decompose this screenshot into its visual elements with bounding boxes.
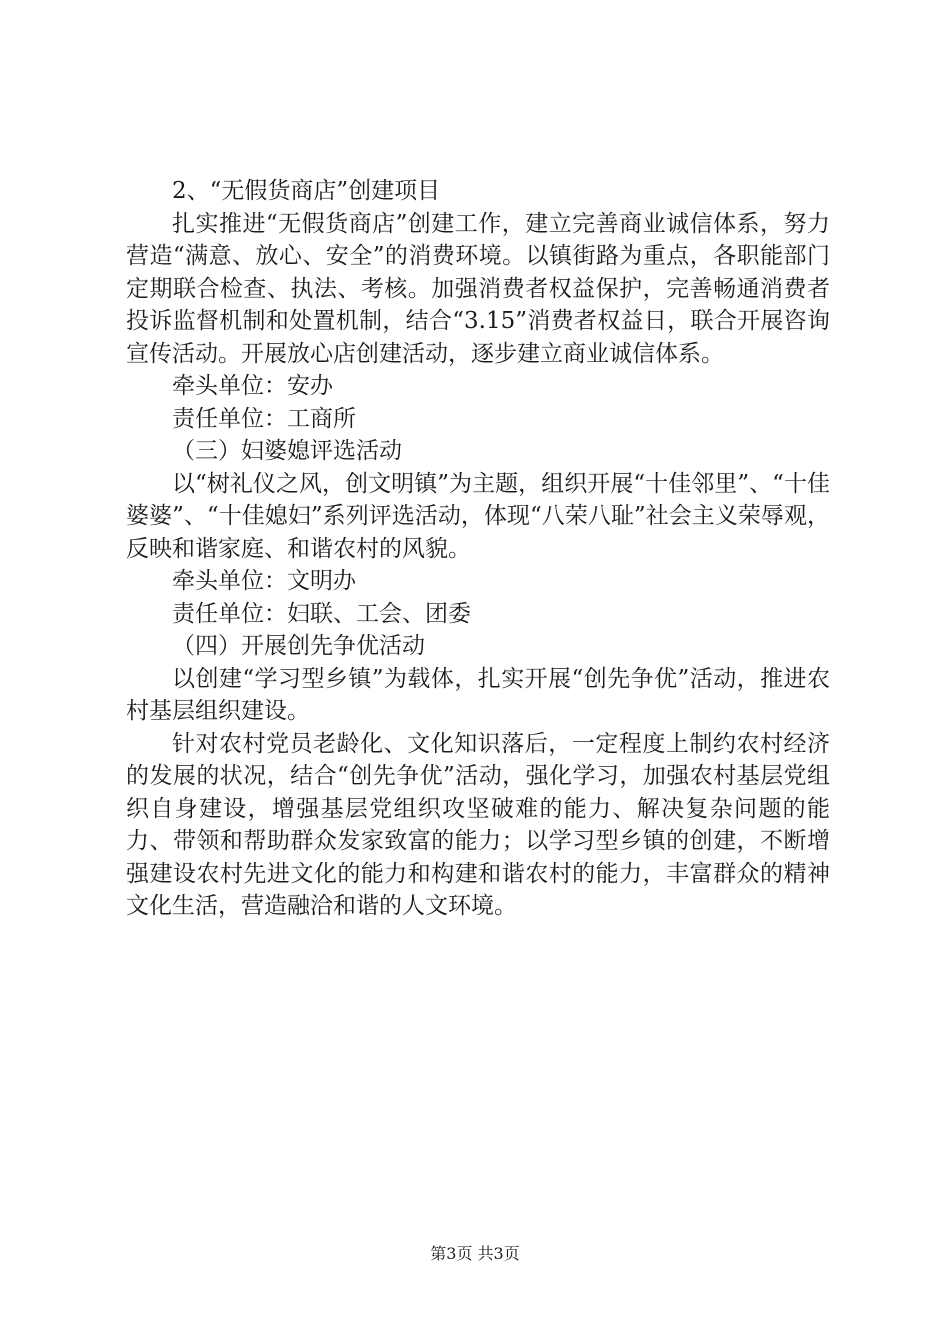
section-heading-strive-for-excellence: （四）开展创先争优活动 <box>172 633 425 659</box>
paragraph-rural-party-members: 针对农村党员老龄化、文化知识落后，一定程度上制约农村经济的发展的状况，结合“创先争优”活动，强化学习，加强农村基层党组织自身建设，增强基层党组织攻坚破难的能力、解决复杂问题的能力、带领和帮助群众发家致富的能力；以学习型乡镇的创建，不断增强建设农村先进文化的能力和构建和谐农村的能力，丰富群众的精神文化生活，营造融洽和谐的人文环境。 <box>126 730 830 919</box>
paragraph-selection-activities: 以“树礼仪之风，创文明镇”为主题，组织开展“十佳邻里”、“十佳婆婆”、“十佳媳妇”系列评选活动，体现“八荣八耻”社会主义荣辱观，反映和谐家庭、和谐农村的风貌。 <box>126 470 830 562</box>
paragraph-no-fake-goods-store: 扎实推进“无假货商店”创建工作，建立完善商业诚信体系，努力营造“满意、放心、安全”的消费环境。以镇街路为重点，各职能部门定期联合检查、执法、考核。加强消费者权益保护，完善畅通消费者投诉监督机制和处置机制，结合“3.15”消费者权益日，联合开展咨询宣传活动。开展放心店创建活动，逐步建立商业诚信体系。 <box>126 210 830 367</box>
lead-unit-line: 牵头单位：文明办 <box>172 568 356 594</box>
lead-unit-line: 牵头单位：安办 <box>172 373 333 399</box>
page-number-footer: 第3页 共3页 <box>430 1244 520 1263</box>
section-heading-no-fake-goods-store: 2、“无假货商店”创建项目 <box>172 178 441 204</box>
responsible-unit-line: 责任单位：妇联、工会、团委 <box>172 600 471 627</box>
document-body <box>126 175 830 923</box>
responsible-unit-line: 责任单位：工商所 <box>172 405 356 432</box>
paragraph-learning-township: 以创建“学习型乡镇”为载体，扎实开展“创先争优”活动，推进农村基层组织建设。 <box>126 665 830 724</box>
section-heading-mother-daughter-in-law: （三）妇婆媳评选活动 <box>172 438 402 464</box>
